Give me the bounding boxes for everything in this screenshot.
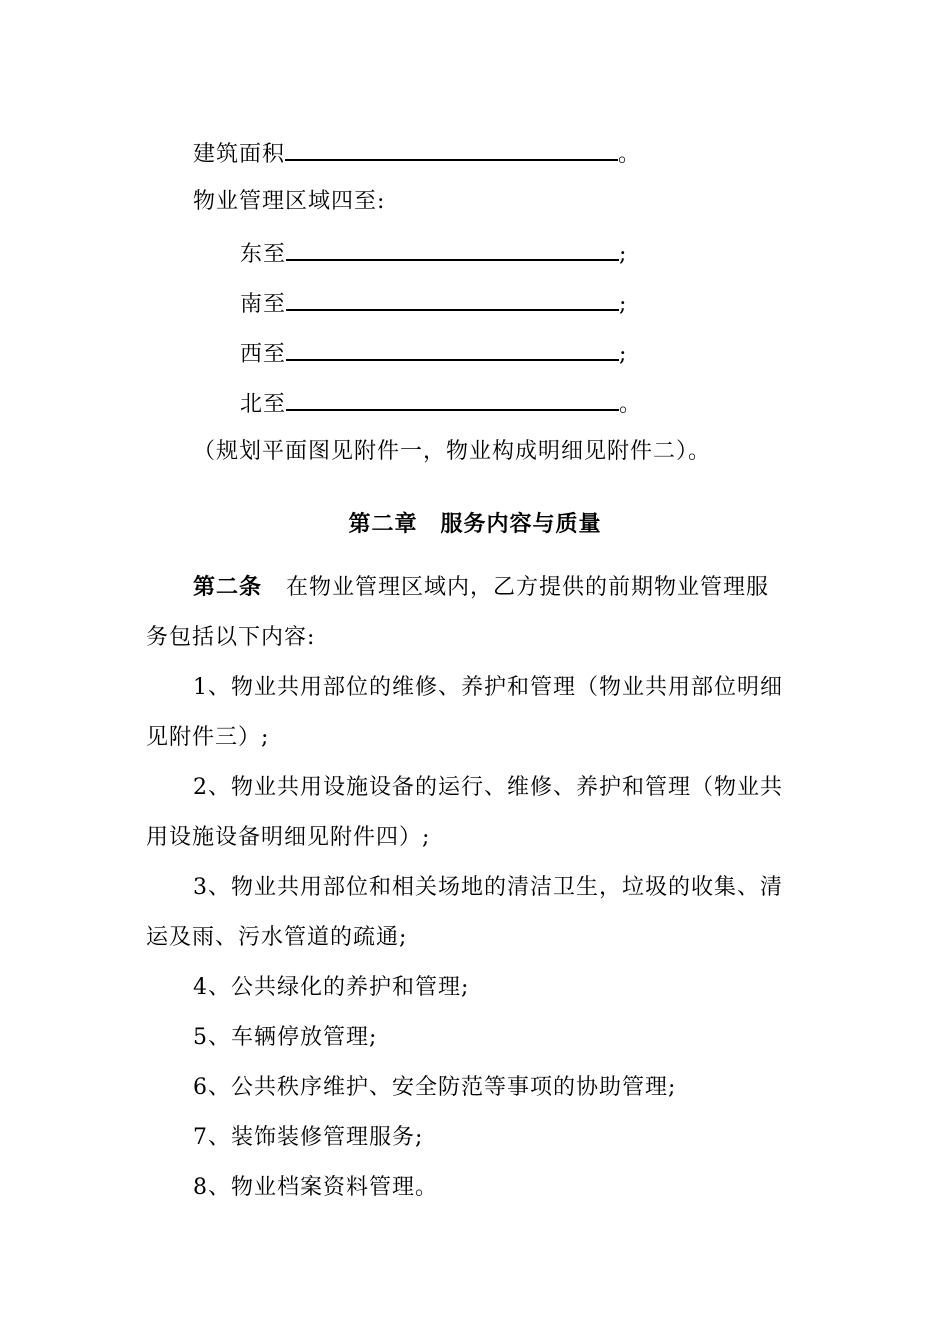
boundary-south-line	[240, 287, 627, 320]
list-item-6: 6、公共秩序维护、安全防范等事项的协助管理;	[193, 1075, 677, 1100]
boundary-east-line	[240, 237, 627, 270]
boundary-east-label: 东至	[240, 242, 287, 267]
list-item-4: 4、公共绿化的养护和管理;	[193, 975, 470, 1000]
article2-heading: 第二条	[193, 575, 263, 600]
chapter-title: 第二章 服务内容与质量	[348, 512, 602, 537]
list-item-1-line1: 1、物业共用部位的维修、养护和管理（物业共用部位明细	[193, 675, 783, 700]
boundary-west-blank	[286, 337, 619, 361]
boundary-east-end: ;	[619, 242, 628, 267]
list-item-8: 8、物业档案资料管理。	[193, 1175, 438, 1200]
article2-text-line1: 在物业管理区域内，乙方提供的前期物业管理服	[286, 575, 770, 600]
list-item-2-line1: 2、物业共用设施设备的运行、维修、养护和管理（物业共	[193, 775, 783, 800]
article2-text-line2: 务包括以下内容:	[146, 625, 316, 650]
list-item-7: 7、装饰装修管理服务;	[193, 1125, 424, 1150]
list-item-1-line2: 见附件三）;	[146, 725, 270, 750]
boundary-west-end: ;	[619, 342, 628, 367]
boundary-heading: 物业管理区域四至:	[193, 189, 386, 214]
list-item-2-line2: 用设施设备明细见附件四）;	[146, 825, 431, 850]
boundary-north-line	[240, 387, 642, 420]
building-area-blank	[285, 137, 618, 161]
boundary-south-end: ;	[619, 292, 628, 317]
boundary-east-blank	[286, 237, 619, 261]
list-item-3-line1: 3、物业共用部位和相关场地的清洁卫生，垃圾的收集、清	[193, 875, 783, 900]
boundary-west-line	[240, 337, 627, 370]
list-item-5: 5、车辆停放管理;	[193, 1025, 378, 1050]
building-area-label: 建筑面积	[193, 142, 286, 167]
article2-first-line	[193, 573, 803, 603]
building-area-end: 。	[618, 142, 642, 167]
building-area-line	[193, 137, 641, 170]
boundary-west-label: 西至	[240, 342, 287, 367]
list-item-3-line2: 运及雨、污水管道的疏通;	[146, 925, 408, 950]
boundary-north-end: 。	[619, 392, 643, 417]
boundary-north-label: 北至	[240, 392, 287, 417]
boundary-note: （规划平面图见附件一，物业构成明细见附件二）。	[193, 439, 712, 464]
boundary-south-label: 南至	[240, 292, 287, 317]
boundary-south-blank	[286, 287, 619, 311]
boundary-north-blank	[286, 387, 619, 411]
